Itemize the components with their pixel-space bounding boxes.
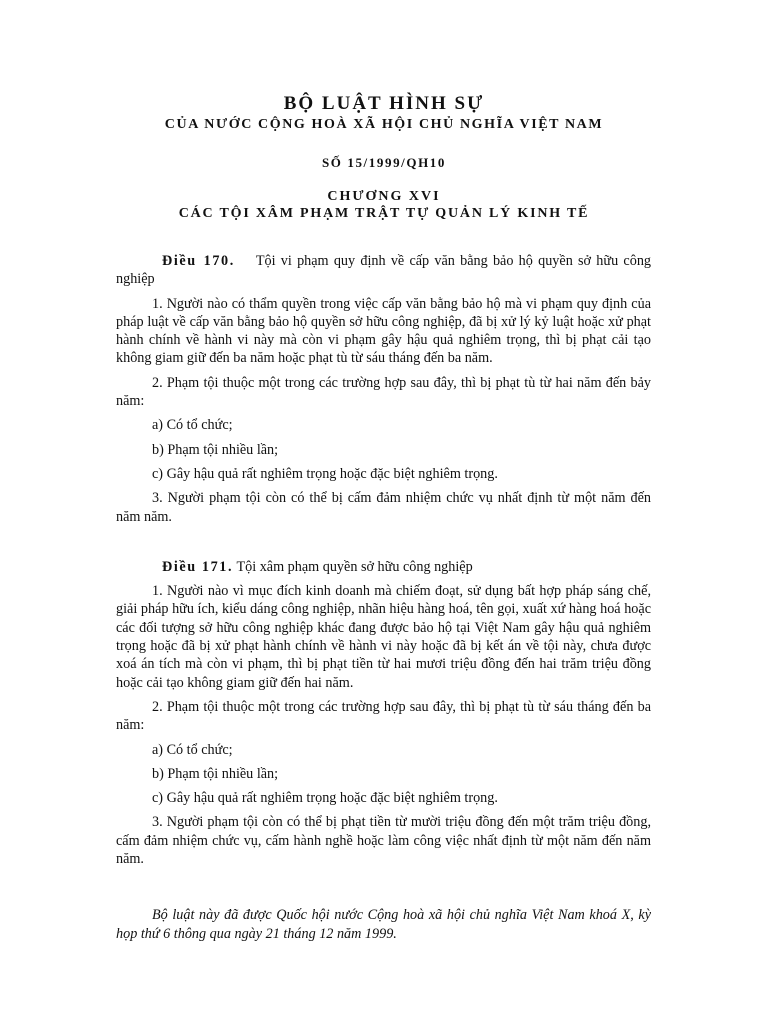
chapter-heading: CHƯƠNG XVI xyxy=(327,189,441,204)
article-171-clause-2: 2. Phạm tội thuộc một trong các trường hợp sau đây, thì bị phạt tù từ sáu tháng đến ba năm: xyxy=(116,698,651,734)
article-170-title: Tội vi phạm quy định về cấp văn bằng bảo hộ quyền sở hữu công nghiệp xyxy=(116,253,652,288)
document-title: BỘ LUẬT HÌNH SỰ xyxy=(283,93,485,114)
article-171-label: Điều 171. xyxy=(162,558,234,575)
chapter-name: CÁC TỘI XÂM PHẠM TRẬT TỰ QUẢN LÝ KINH TẾ xyxy=(178,206,590,221)
document-subtitle: CỦA NƯỚC CỘNG HOÀ XÃ HỘI CHỦ NGHĨA VIỆT NAM xyxy=(164,117,604,132)
article-171-item-a: a) Có tổ chức; xyxy=(152,741,233,758)
article-170-heading xyxy=(116,252,651,289)
article-171-item-c: c) Gây hậu quả rất nghiêm trọng hoặc đặc biệt nghiêm trọng. xyxy=(152,790,498,807)
article-170-clause-2: 2. Phạm tội thuộc một trong các trường hợp sau đây, thì bị phạt tù từ hai năm đến bảy năm: xyxy=(116,374,651,410)
article-171-title: Tội xâm phạm quyền sở hữu công nghiệp xyxy=(236,558,473,575)
article-171-item-b: b) Phạm tội nhiều lần; xyxy=(152,765,279,782)
article-171-clause-1: 1. Người nào vì mục đích kinh doanh mà chiếm đoạt, sử dụng bất hợp pháp sáng chế, giải pháp hữu ích, kiểu dáng công nghiệp, nhãn hiệu hàng hoá, tên gọi, xuất xứ hàng hoá hoặc các đối tượng sở hữu công nghiệp khác đang được bảo hộ tại Việt Nam gây hậu quả nghiêm trọng hoặc đã bị xử phạt hành chính về hành vi này hoặc đã bị kết án về tội này, chưa được xoá án tích mà còn vi phạm, thì bị phạt tiền từ hai mươi triệu đồng đến hai trăm triệu đồng hoặc cải tạo không giam giữ đến hai năm. xyxy=(116,583,651,691)
article-170-label: Điều 170. xyxy=(162,253,235,269)
article-171-heading xyxy=(116,558,651,576)
article-170-clause-3: 3. Người phạm tội còn có thể bị cấm đảm nhiệm chức vụ nhất định từ một năm đến năm năm. xyxy=(116,490,651,525)
closing-statement: Bộ luật này đã được Quốc hội nước Cộng hoà xã hội chủ nghĩa Việt Nam khoá X, kỳ họp thứ 6 thông qua ngày 21 tháng 12 năm 1999. xyxy=(116,907,651,942)
article-171-clause-3: 3. Người phạm tội còn có thể bị phạt tiền từ mười triệu đồng đến một trăm triệu đồng, cấm đảm nhiệm chức vụ, cấm hành nghề hoặc làm công việc nhất định từ một năm đến năm năm. xyxy=(116,814,651,868)
article-170-item-b: b) Phạm tội nhiều lần; xyxy=(152,441,279,458)
document-body xyxy=(116,252,651,949)
article-170-item-c: c) Gây hậu quả rất nghiêm trọng hoặc đặc biệt nghiêm trọng. xyxy=(152,465,498,482)
law-number: SỐ 15/1999/QH10 xyxy=(321,155,447,170)
article-170-clause-1: 1. Người nào có thẩm quyền trong việc cấp văn bằng bảo hộ mà vi phạm quy định của pháp luật về cấp văn bằng bảo hộ quyền sở hữu công nghiệp, đã bị xử lý kỷ luật hoặc xử phạt hành chính về hành vi này mà còn vi phạm gây hậu quả nghiêm trọng, thì bị phạt cải tạo không giam giữ đến ba năm hoặc phạt tù từ sáu tháng đến ba năm. xyxy=(116,295,651,367)
spacer xyxy=(116,532,651,558)
spacer xyxy=(116,874,651,906)
article-170-item-a: a) Có tổ chức; xyxy=(152,417,233,434)
